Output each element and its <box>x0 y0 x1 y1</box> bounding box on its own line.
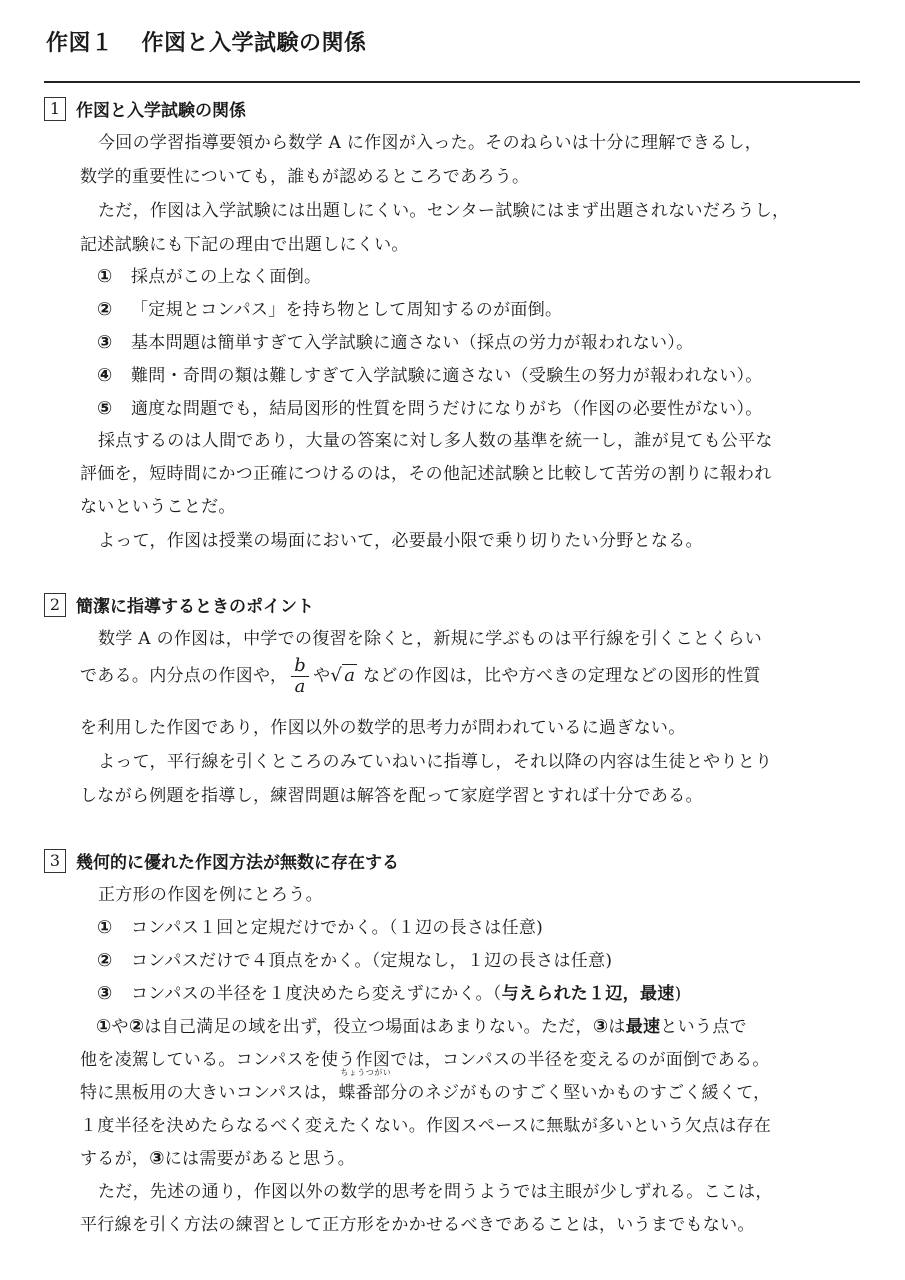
paragraph-line: 採点するのは人間であり，大量の答案に対し多人数の基準を統一し，誰が見ても公平な <box>98 431 773 451</box>
section-number-box: 3 <box>44 849 66 873</box>
section-title: 簡潔に指導するときのポイント <box>76 597 314 617</box>
list-item-text: 難問・奇問の類は難しすぎて入学試験に適さない（受験生の努力が報われない）。 <box>131 366 763 386</box>
list-item-text: 「定規とコンパス」を持ち物として周知するのが面倒。 <box>131 300 563 320</box>
section-number-box: 2 <box>44 593 66 617</box>
text-span: などの作図は，比や方べきの定理などの図形的性質 <box>362 666 761 686</box>
section-2-heading <box>44 592 314 617</box>
list-item <box>97 328 693 353</box>
text-span: 部分のネジがものすごく堅いかものすごく緩くて， <box>372 1083 771 1103</box>
paragraph-line: 記述試験にも下記の理由で出題しにくい。 <box>80 235 409 255</box>
list-item-text: コンパス１回と定規だけでかく。（１辺の長さは任意) <box>131 918 544 938</box>
paragraph-line: よって，平行線を引くところのみていねいに指導し，それ以降の内容は生徒とやりとり <box>98 752 773 772</box>
paragraph-line: ただ，作図は入学試験には出題しにくい。センター試験にはまず出題されないだろうし， <box>98 201 790 221</box>
section-title: 幾何的に優れた作図方法が無数に存在する <box>76 853 399 873</box>
circled-number: ③ <box>97 332 113 353</box>
circled-number: ② <box>97 950 113 971</box>
text-span: や <box>111 1017 129 1037</box>
paragraph-line: しながら例題を指導し，練習問題は解答を配って家庭学習とすれば十分である。 <box>80 786 703 806</box>
sqrt-a: √ a <box>330 665 356 686</box>
paragraph-line: 評価を，短時間にかつ正確につけるのは，その他記述試験と比較して苦労の割りに報われ <box>80 464 772 484</box>
page-title <box>46 26 367 57</box>
fraction-b-over-a <box>291 656 309 697</box>
fraction-denominator: a <box>294 676 306 697</box>
text-span: は自己満足の域を出ず，役立つ場面はあまりない。ただ， <box>144 1017 593 1037</box>
paragraph-line: 数学的重要性についても，誰もが認めるところであろう。 <box>80 167 530 187</box>
list-item <box>97 262 321 287</box>
paragraph-line-with-math <box>80 656 761 697</box>
text-span: という点で <box>660 1017 747 1037</box>
circled-number: ③ <box>149 1148 165 1169</box>
list-item-text: コンパスの半径を１度決めたら変えずにかく。（ <box>131 984 502 1004</box>
list-item-text: コンパスだけで４頂点をかく。（定規なし，１辺の長さは任意) <box>131 951 613 971</box>
list-item <box>97 946 612 971</box>
section-number-box: 1 <box>44 97 66 121</box>
title-divider <box>44 81 860 83</box>
text-span: や <box>313 666 331 686</box>
list-item <box>97 295 562 320</box>
circled-number: ⑤ <box>97 398 113 419</box>
text-span: には需要があると思う。 <box>164 1149 356 1169</box>
ruby-reading: ちょうつがい <box>340 1068 392 1077</box>
circled-number: ② <box>97 299 113 320</box>
sqrt-radicand: a <box>344 665 356 686</box>
text-span: するが， <box>80 1149 150 1169</box>
paragraph-line <box>96 1012 747 1037</box>
circled-number: ④ <box>97 365 113 386</box>
list-item-text: 適度な問題でも，結局図形的性質を問うだけになりがち（作図の必要性がない）。 <box>131 399 763 419</box>
paragraph-line: 今回の学習指導要領から数学 A に作図が入った。そのねらいは十分に理解できるし， <box>98 133 763 153</box>
paragraph-line: ただ，先述の通り，作図以外の数学的思考を問うようでは主眼が少しずれる。ここは， <box>98 1182 773 1202</box>
circled-number: ③ <box>97 983 113 1004</box>
circled-number: ① <box>97 266 113 287</box>
fraction-numerator: b <box>291 656 309 677</box>
emphasis-text: 与えられた１辺，最速 <box>501 984 675 1004</box>
list-item-text: 採点がこの上なく面倒。 <box>131 267 322 287</box>
circled-number: ① <box>97 917 113 938</box>
emphasis-text: 最速 <box>625 1017 661 1037</box>
paragraph-line <box>80 1144 355 1169</box>
paragraph-line: 他を凌駕している。コンパスを使う作図では，コンパスの半径を変えるのが面倒である。 <box>80 1050 770 1070</box>
page-title-prefix: 作図１ <box>46 31 114 56</box>
paragraph-line: 正方形の作図を例にとろう。 <box>98 885 323 905</box>
text-span: 特に黒板用の大きいコンパスは， <box>80 1083 339 1103</box>
paragraph-line: 平行線を引く方法の練習として正方形をかかせるべきであることは，いうまでもない。 <box>80 1215 755 1235</box>
list-item-text: 基本問題は簡単すぎて入学試験に適さない（採点の労力が報われない）。 <box>131 333 694 353</box>
list-item <box>97 979 682 1004</box>
list-item-text-end: ) <box>674 984 682 1004</box>
circled-number: ③ <box>592 1016 609 1037</box>
paragraph-line: よって，作図は授業の場面において，必要最小限で乗り切りたい分野となる。 <box>98 531 703 551</box>
ruby-base: 蝶番 <box>338 1083 373 1103</box>
section-title: 作図と入学試験の関係 <box>76 101 246 121</box>
ruby-annotated-word <box>338 1068 392 1103</box>
list-item <box>97 913 543 938</box>
list-item <box>97 361 763 386</box>
section-3-heading <box>44 848 399 873</box>
circled-number: ① <box>96 1016 112 1037</box>
paragraph-line: １度半径を決めたらなるべく変えたくない。作図スペースに無駄が多いという欠点は存在 <box>80 1116 772 1136</box>
page-title-text: 作図と入学試験の関係 <box>141 31 367 56</box>
text-span: である。内分点の作図や， <box>80 666 288 686</box>
paragraph-line: 数学 A の作図は，中学での復習を除くと，新規に学ぶものは平行線を引くことくらい <box>98 629 763 649</box>
list-item <box>97 394 763 419</box>
paragraph-line <box>80 1068 771 1103</box>
section-1-heading <box>44 96 246 121</box>
paragraph-line: を利用した作図であり，作図以外の数学的思考力が問われているに過ぎない。 <box>80 718 686 738</box>
paragraph-line: ないということだ。 <box>80 497 236 517</box>
text-span: は <box>608 1017 626 1037</box>
circled-number: ② <box>128 1016 145 1037</box>
